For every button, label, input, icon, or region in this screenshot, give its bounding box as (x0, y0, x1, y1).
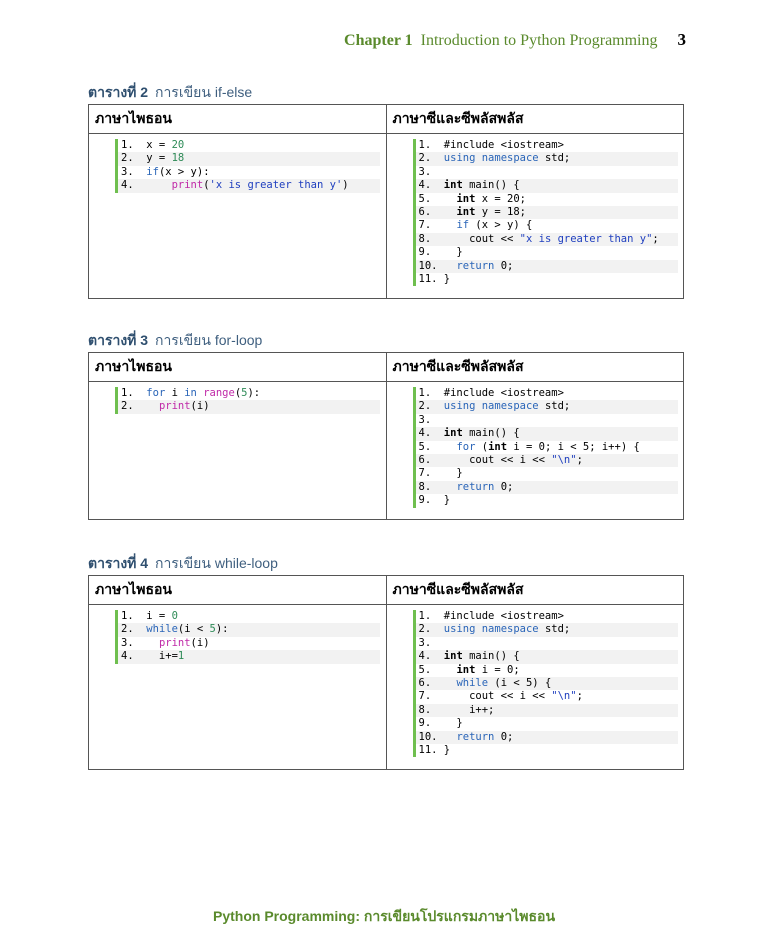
code-line: 8. i++; (416, 704, 678, 717)
table-caption (88, 82, 252, 104)
python-code-cell (89, 382, 387, 520)
chapter-title: Introduction to Python Programming (420, 32, 658, 49)
code-line: 7. } (418, 467, 463, 480)
page-footer: Python Programming: การเขียนโปรแกรมภาษาไพธอน (212, 908, 556, 924)
code-line: 4. i+=1 (118, 650, 380, 663)
cpp-code-block (413, 139, 678, 286)
code-line: 3. (418, 165, 432, 178)
python-code-cell (89, 134, 387, 299)
code-line: 11. } (418, 272, 451, 285)
code-line: 1. for i in range(5): (121, 387, 261, 399)
python-code-block (115, 139, 380, 193)
code-line: 6. while (i < 5) { (416, 677, 678, 690)
caption-desc: การเขียน for-loop (154, 332, 263, 348)
code-line: 1. #include <iostream> (418, 610, 564, 622)
code-line: 9. } (418, 717, 463, 730)
table-caption (88, 330, 262, 352)
cpp-code-block (413, 610, 678, 757)
comparison-table (88, 352, 684, 520)
python-column-header: ภาษาไพธอน (89, 576, 387, 605)
python-code-block (115, 387, 380, 414)
table-caption (88, 553, 278, 575)
code-line: 4. int main() { (416, 427, 678, 440)
code-line: 2. while(i < 5): (118, 623, 380, 636)
python-code-block (115, 610, 380, 664)
caption-label: ตารางที่ 3 (88, 332, 149, 348)
code-line: 7. cout << i << "\n"; (418, 690, 583, 703)
page-number: 3 (677, 30, 686, 49)
code-line: 6. int y = 18; (416, 206, 678, 219)
code-line: 1. #include <iostream> (418, 139, 564, 151)
code-line: 2. y = 18 (118, 152, 380, 165)
code-line: 2. print(i) (118, 400, 380, 413)
python-code-cell (89, 605, 387, 770)
code-line: 10. return 0; (416, 260, 678, 273)
cpp-code-cell (386, 382, 684, 520)
comparison-table (88, 104, 684, 299)
caption-desc: การเขียน while-loop (154, 555, 278, 571)
code-line: 5. int x = 20; (418, 192, 526, 205)
code-line: 2. using namespace std; (416, 623, 678, 636)
code-line: 5. int i = 0; (418, 663, 520, 676)
comparison-table (88, 575, 684, 770)
code-line: 4. int main() { (416, 650, 678, 663)
code-line: 1. x = 20 (121, 139, 185, 151)
code-line: 3. (418, 413, 432, 426)
code-line: 2. using namespace std; (416, 152, 678, 165)
code-line: 1. i = 0 (121, 610, 178, 622)
caption-desc: การเขียน if-else (154, 84, 253, 100)
code-line: 11. } (418, 743, 451, 756)
cpp-code-cell (386, 605, 684, 770)
chapter-label: Chapter 1 (344, 32, 413, 49)
cpp-column-header: ภาษาซีและซีพลัสพลัส (386, 576, 684, 605)
code-line: 7. if (x > y) { (418, 219, 533, 232)
code-line: 9. } (418, 494, 451, 507)
code-line: 2. using namespace std; (416, 400, 678, 413)
python-column-header: ภาษาไพธอน (89, 353, 387, 382)
code-line: 3. (418, 636, 432, 649)
code-line: 3. if(x > y): (121, 165, 210, 178)
cpp-code-cell (386, 134, 684, 299)
code-line: 8. return 0; (416, 481, 678, 494)
cpp-code-block (413, 387, 678, 508)
code-line: 9. } (418, 246, 463, 259)
python-column-header: ภาษาไพธอน (89, 105, 387, 134)
code-line: 8. cout << "x is greater than y"; (416, 233, 678, 246)
code-line: 4. int main() { (416, 179, 678, 192)
cpp-column-header: ภาษาซีและซีพลัสพลัส (386, 105, 684, 134)
code-line: 3. print(i) (121, 636, 210, 649)
code-line: 6. cout << i << "\n"; (416, 454, 678, 467)
code-line: 1. #include <iostream> (418, 387, 564, 399)
code-line: 4. print('x is greater than y') (118, 179, 380, 192)
page-header (344, 30, 686, 50)
code-line: 5. for (int i = 0; i < 5; i++) { (418, 440, 640, 453)
caption-label: ตารางที่ 2 (88, 84, 149, 100)
caption-label: ตารางที่ 4 (88, 555, 149, 571)
code-line: 10. return 0; (416, 731, 678, 744)
cpp-column-header: ภาษาซีและซีพลัสพลัส (386, 353, 684, 382)
